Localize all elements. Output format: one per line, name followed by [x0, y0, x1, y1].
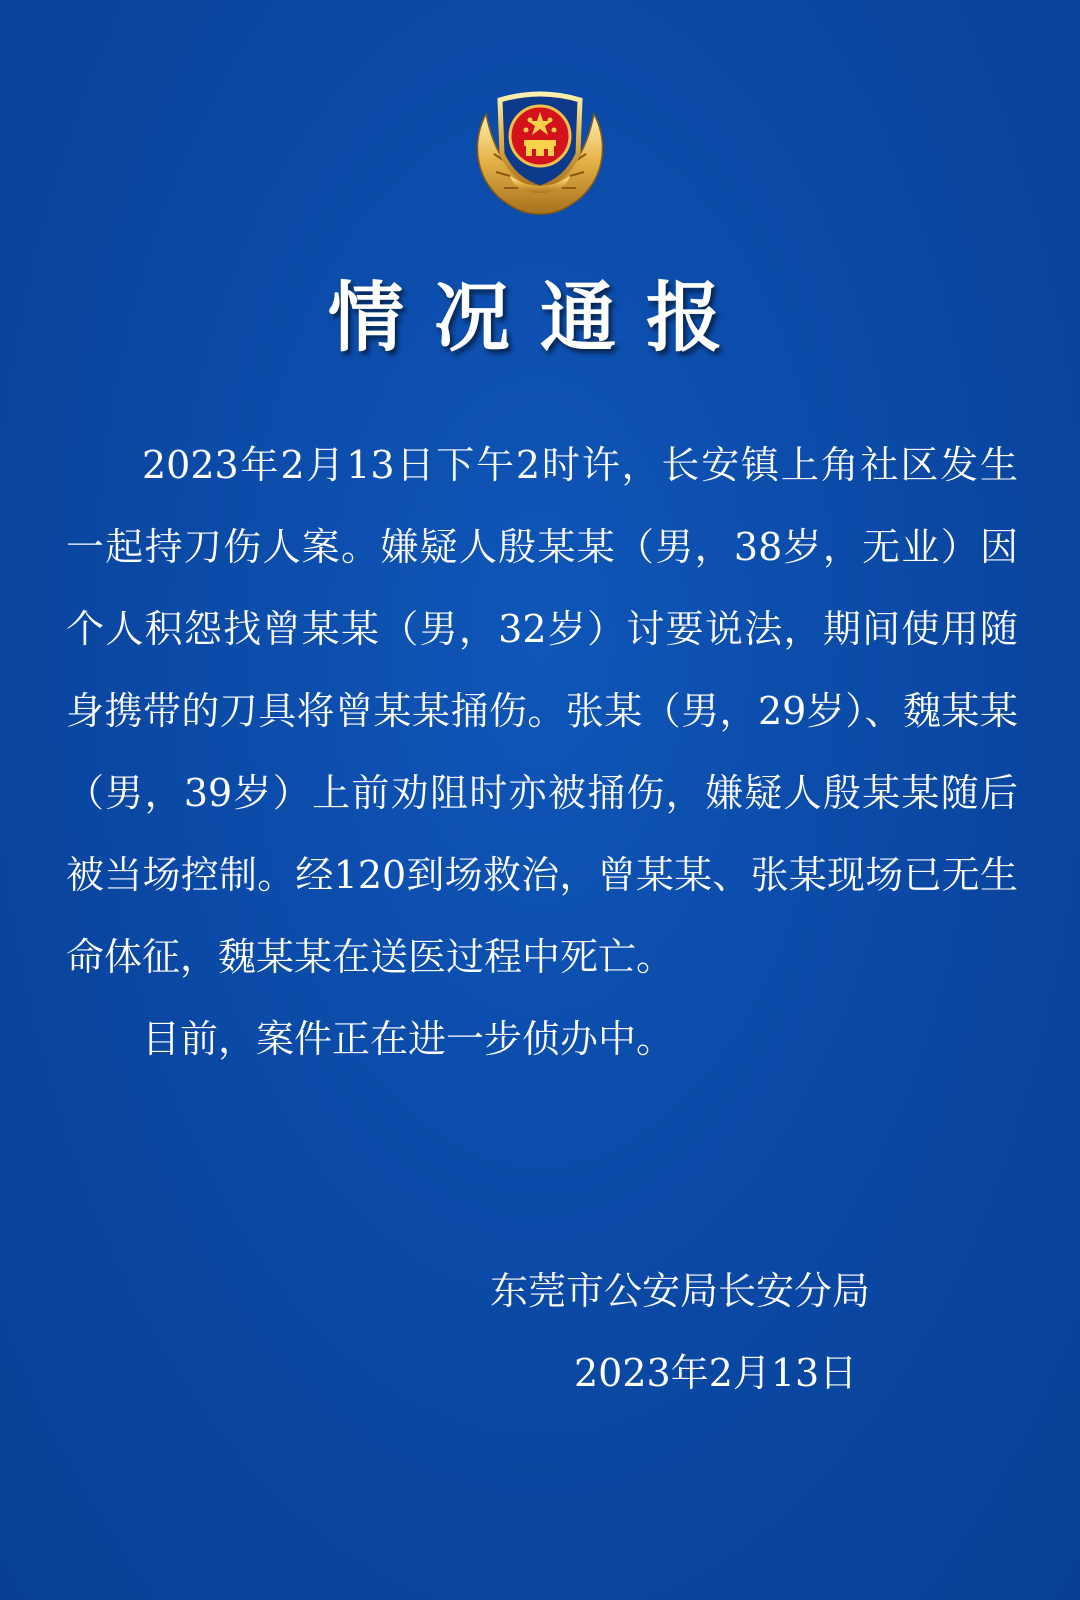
- signature-organization: 东莞市公安局长安分局: [490, 1269, 871, 1313]
- page-title: 情况通报: [328, 273, 752, 362]
- signature-date: 2023年2月13日: [574, 1351, 858, 1395]
- notice-paragraph: 2023年2月13日下午2时许，长安镇上角社区发生一起持刀伤人案。嫌疑人殷某某（男，38岁，无业）因个人积怨找曾某某（男，32岁）讨要说法，期间使用随身携带的刀具将曾某某捅伤。张某（男，29岁）、魏某某（男，39岁）上前劝阻时亦被捅伤，嫌疑人殷某某随后被当场控制。经120到场救治，曾某某、张某现场已无生命体征，魏某某在送医过程中死亡。: [66, 443, 1018, 979]
- notice-paragraph: 目前，案件正在进一步侦办中。: [142, 1017, 675, 1061]
- notice-body: [66, 424, 1018, 1080]
- police-emblem-icon: [466, 84, 614, 220]
- signature-block: [490, 1250, 930, 1414]
